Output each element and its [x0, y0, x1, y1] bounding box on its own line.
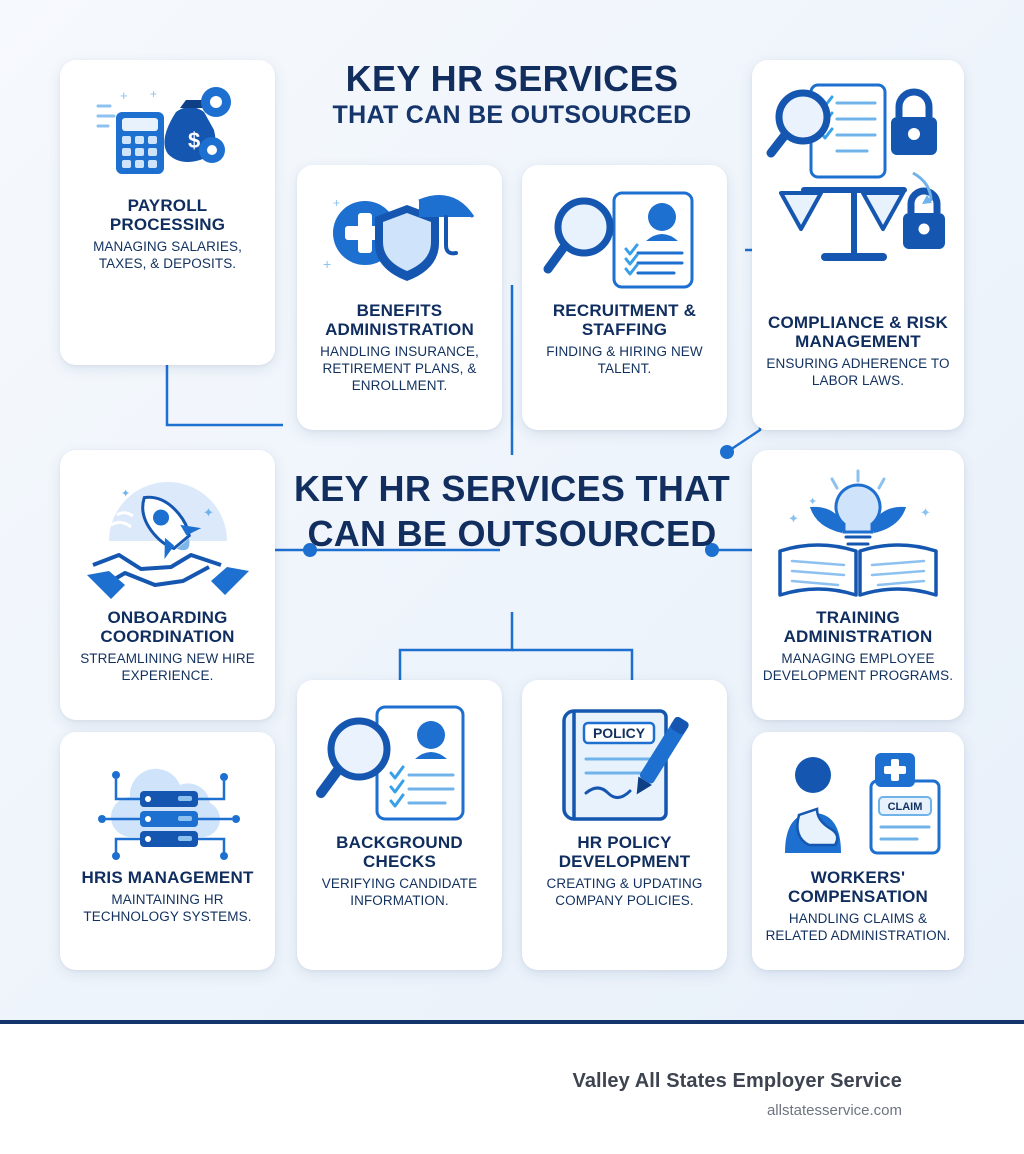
card-training-administration[interactable]	[752, 450, 964, 720]
injured-worker-claim-icon	[762, 746, 954, 864]
svg-text:✦: ✦	[808, 495, 818, 508]
card-description: STREAMLINING NEW HIRE EXPERIENCE.	[80, 651, 255, 683]
svg-text:+: +	[322, 256, 331, 272]
policy-label: POLICY	[592, 724, 645, 741]
main-title-line2: THAT CAN BE OUTSOURCED	[332, 100, 692, 129]
card-title: HR POLICY DEVELOPMENT	[558, 833, 691, 872]
policy-book-pen-icon	[532, 694, 717, 829]
svg-text:+: +	[332, 196, 340, 210]
card-benefits-administration[interactable]	[297, 165, 502, 430]
card-title: TRAINING ADMINISTRATION	[783, 608, 933, 647]
card-compliance-risk-management[interactable]	[752, 60, 964, 430]
svg-text:✦: ✦	[920, 504, 931, 520]
calculator-money-gears-icon	[70, 74, 265, 192]
card-description: ENSURING ADHERENCE TO LABOR LAWS.	[766, 356, 950, 388]
card-title: COMPLIANCE & RISK MANAGEMENT	[767, 313, 949, 352]
card-description: VERIFYING CANDIDATE INFORMATION.	[321, 876, 478, 908]
main-title	[280, 60, 744, 130]
card-onboarding-coordination[interactable]	[60, 450, 275, 720]
footer-bar	[0, 1020, 1024, 1154]
svg-text:+: +	[119, 88, 128, 103]
card-title: BACKGROUND CHECKS	[336, 833, 463, 872]
center-title: KEY HR SERVICES THAT CAN BE OUTSOURCED	[293, 468, 731, 554]
card-description: MAINTAINING HR TECHNOLOGY SYSTEMS.	[83, 892, 252, 924]
main-title-line1: KEY HR SERVICES	[345, 58, 679, 99]
svg-text:✦: ✦	[202, 504, 214, 520]
svg-text:+: +	[149, 87, 157, 101]
rocket-handshake-icon	[70, 464, 265, 604]
card-workers-compensation[interactable]	[752, 732, 964, 970]
health-shield-umbrella-icon	[307, 179, 492, 297]
svg-text:$: $	[187, 128, 200, 153]
card-description: HANDLING CLAIMS & RELATED ADMINISTRATION.	[765, 911, 951, 943]
card-title: ONBOARDING COORDINATION	[100, 608, 235, 647]
card-background-checks[interactable]	[297, 680, 502, 970]
card-payroll-processing[interactable]	[60, 60, 275, 365]
card-description: MANAGING SALARIES, TAXES, & DEPOSITS.	[93, 239, 242, 271]
scales-lock-document-icon	[762, 74, 954, 309]
card-title: BENEFITS ADMINISTRATION	[325, 301, 474, 340]
card-title: RECRUITMENT & STAFFING	[552, 301, 697, 340]
card-hr-policy-development[interactable]	[522, 680, 727, 970]
card-title: PAYROLL PROCESSING	[109, 196, 226, 235]
website-url[interactable]: allstatesservice.com	[766, 1102, 902, 1119]
card-description: CREATING & UPDATING COMPANY POLICIES.	[546, 876, 703, 908]
cloud-server-icon	[70, 746, 265, 864]
card-hris-management[interactable]	[60, 732, 275, 970]
card-description: FINDING & HIRING NEW TALENT.	[546, 344, 703, 376]
card-description: HANDLING INSURANCE, RETIREMENT PLANS, & ENROLLMENT.	[320, 344, 479, 393]
card-title: HRIS MANAGEMENT	[81, 868, 254, 887]
magnifier-resume-icon	[532, 179, 717, 297]
card-recruitment-staffing[interactable]	[522, 165, 727, 430]
card-title: WORKERS' COMPENSATION	[788, 868, 928, 907]
book-lightbulb-icon	[762, 464, 954, 604]
magnifier-checklist-icon	[307, 694, 492, 829]
company-name: Valley All States Employer Service	[572, 1070, 902, 1092]
claim-label: CLAIM	[887, 801, 923, 813]
card-description: MANAGING EMPLOYEE DEVELOPMENT PROGRAMS.	[762, 651, 954, 683]
svg-text:✦: ✦	[788, 510, 799, 526]
svg-text:✦: ✦	[120, 487, 130, 500]
